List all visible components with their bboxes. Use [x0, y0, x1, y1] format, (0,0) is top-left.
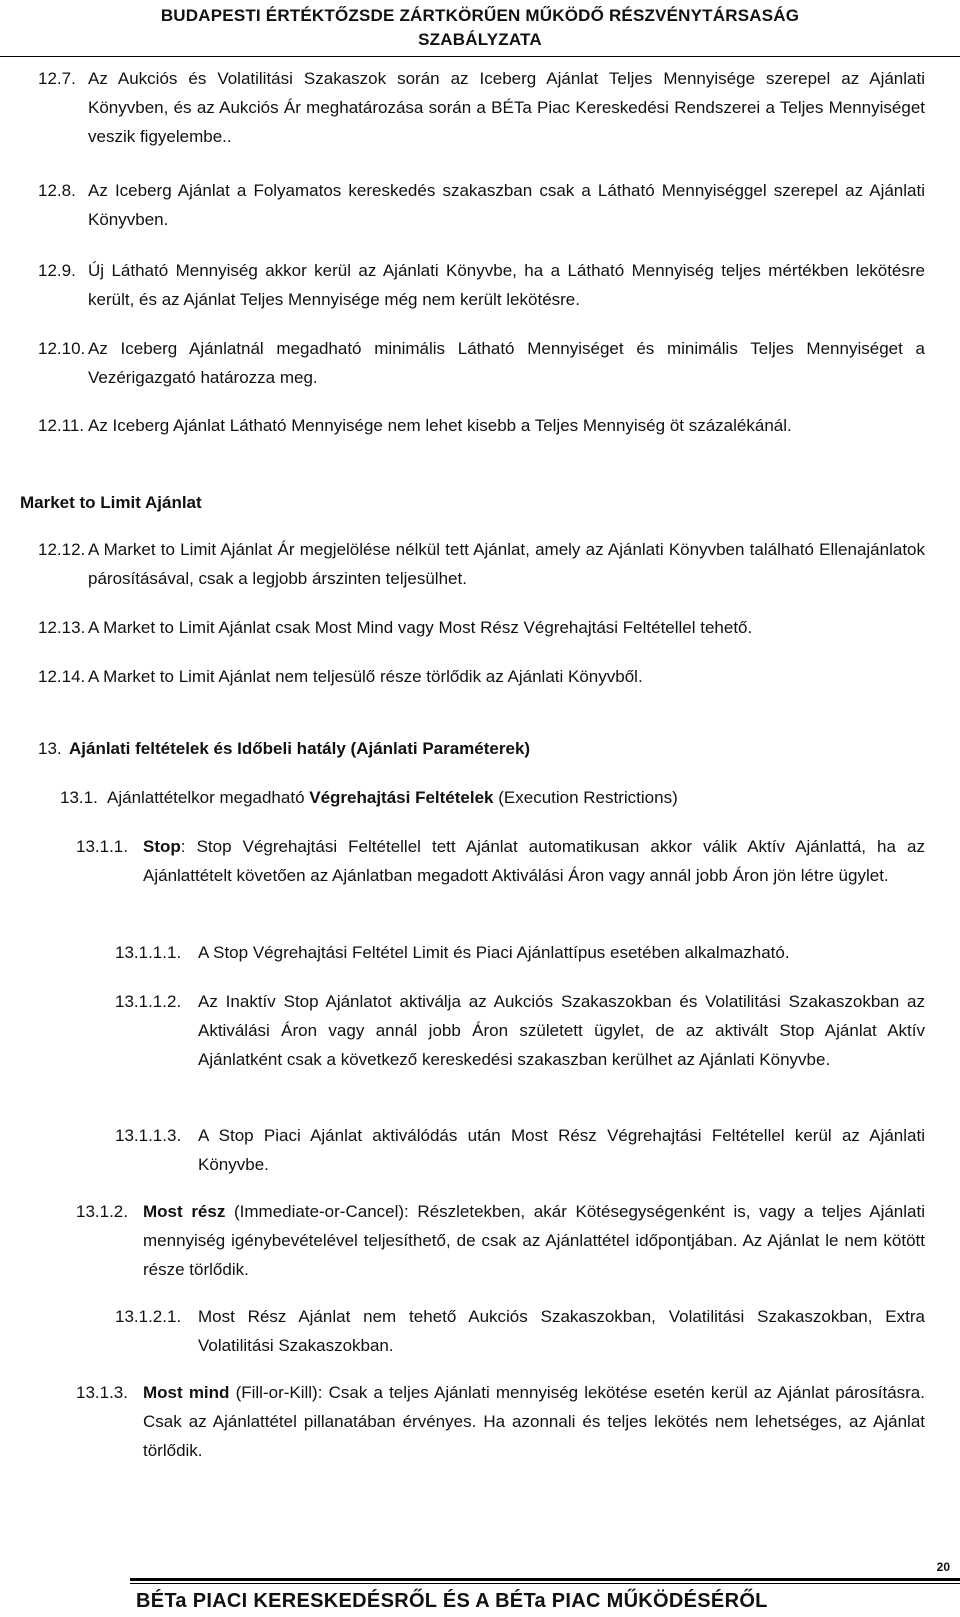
text-post: (Execution Restrictions): [493, 788, 678, 807]
paragraph-number: 12.8.: [38, 181, 76, 200]
paragraph-12-12: [38, 535, 925, 593]
paragraph-number: 13.1.2.1.: [115, 1307, 182, 1326]
paragraph-number: 13.1.1.2.: [115, 992, 182, 1011]
paragraph-number: 13.1.1.3.: [115, 1126, 182, 1145]
paragraph-text: [76, 1378, 925, 1465]
paragraph-number: 13.1.1.: [76, 837, 128, 856]
paragraph-12-10: [38, 334, 925, 392]
footer-text: BÉTa PIACI KERESKEDÉSRŐL ÉS A BÉTa PIAC MŰKÖDÉSÉRŐL: [136, 1590, 768, 1612]
paragraph-number: 12.9.: [38, 261, 76, 280]
text-rest: : Stop Végrehajtási Feltétellel tett Ajánlat automatikusan akkor válik Aktív Ajánlattá, ha az Ajánlattételt követően az Ajánlatban megadott Aktiválási Áron vagy annál jobb Áron jön létre ügylet.: [143, 837, 925, 885]
paragraph-text: Az Iceberg Ajánlat Látható Mennyisége nem lehet kisebb a Teljes Mennyiség öt százalékánál.: [88, 416, 792, 435]
paragraph-text: [38, 64, 925, 151]
paragraph-text: [60, 783, 925, 812]
section-title: Ajánlati feltételek és Időbeli hatály (Ajánlati Paraméterek): [69, 739, 531, 758]
text-bold: Végrehajtási Feltételek: [309, 788, 494, 807]
paragraph-text: A Stop Végrehajtási Feltétel Limit és Piaci Ajánlattípus esetében alkalmazható.: [198, 943, 790, 962]
footer-rule: [130, 1578, 960, 1581]
page-number: 20: [936, 1560, 950, 1574]
paragraph-text: [76, 1197, 925, 1284]
header-rule: [0, 56, 960, 57]
paragraph-text: [76, 832, 925, 890]
paragraph-text: A Market to Limit Ajánlat nem teljesülő része törlődik az Ajánlati Könyvből.: [88, 667, 643, 686]
header-line-2: SZABÁLYZATA: [418, 30, 542, 49]
market-to-limit-heading: Market to Limit Ajánlat: [20, 493, 202, 512]
section-13-heading: [38, 734, 925, 763]
paragraph-text: A Market to Limit Ajánlat csak Most Mind vagy Most Rész Végrehajtási Feltétellel tehető.: [88, 618, 753, 637]
text-rest: (Fill-or-Kill): Csak a teljes Ajánlati mennyiség lekötése esetén kerül az Ajánlat párosításra. Csak az Ajánlattétel pillanatában érvényes. Ha azonnali és teljes lekötés nem lehetséges, az Ajánlat törlődik.: [143, 1383, 925, 1460]
footer-rule-thin: [130, 1583, 960, 1584]
paragraph-12-11: [38, 411, 925, 440]
paragraph-13-1: [60, 783, 925, 812]
paragraph-text: Az Iceberg Ajánlat a Folyamatos kereskedés szakaszban csak a Látható Mennyiséggel szerepel az Ajánlati Könyvben.: [88, 181, 925, 229]
paragraph-text: A Market to Limit Ajánlat Ár megjelölése nélkül tett Ajánlat, amely az Ajánlati Könyvben található Ellenajánlatok párosításával, csak a legjobb árszinten teljesülhet.: [88, 540, 925, 588]
paragraph-text: Az Inaktív Stop Ajánlatot aktiválja az Aukciós Szakaszokban és Volatilitási Szakaszokban az Aktiválási Áron vagy annál jobb Áron született ügylet, de az aktivált Stop Ajánlat Aktív Ajánlatként csak a következő kereskedési szakaszban kerülhet az Ajánlati Könyvbe.: [198, 992, 925, 1069]
paragraph-13-1-1: [76, 832, 925, 890]
paragraph-13-1-1-2: [115, 987, 925, 1074]
header-line-1: BUDAPESTI ÉRTÉKTŐZSDE ZÁRTKÖRŰEN MŰKÖDŐ RÉSZVÉNYTÁRSASÁG: [160, 6, 800, 25]
paragraph-13-1-2: [76, 1197, 925, 1284]
paragraph-number: 13.1.2.: [76, 1202, 128, 1221]
paragraph-number: 13.1.1.1.: [115, 943, 182, 962]
paragraph-text-content: Az Aukciós és Volatilitási Szakaszok során az Iceberg Ajánlat Teljes Mennyisége szerepel az Ajánlati Könyvben, és az Aukciós Ár meghatározása során a BÉTa Piac Kereskedési Rendszerei a Teljes Mennyiséget veszik figyelembe..: [88, 69, 925, 146]
page-header: [0, 4, 960, 52]
paragraph-12-8: [38, 176, 925, 234]
text-rest: (Immediate-or-Cancel): Részletekben, akár Kötésegységenként is, vagy a teljes Ajánlati mennyiség igénybevételével teljesíthető, de csak az Ajánlattétel időpontjában. Az Ajánlat le nem kötött része törlődik.: [143, 1202, 925, 1279]
paragraph-number: 12.11.: [38, 416, 85, 435]
text-bold: Most rész: [143, 1202, 226, 1221]
paragraph-13-1-1-3: [115, 1121, 925, 1179]
paragraph-number: 12.12.: [38, 540, 86, 559]
paragraph-number: 13.1.3.: [76, 1383, 128, 1402]
paragraph-12-9: [38, 256, 925, 314]
paragraph-text: Új Látható Mennyiség akkor kerül az Ajánlati Könyvbe, ha a Látható Mennyiség teljes mértékben lekötésre került, és az Ajánlat Teljes Mennyisége még nem került lekötésre.: [88, 261, 925, 309]
paragraph-12-13: [38, 613, 925, 642]
paragraph-number: 13.1.: [60, 788, 98, 807]
paragraph-text: A Stop Piaci Ajánlat aktiválódás után Most Rész Végrehajtási Feltétellel kerül az Ajánlati Könyvbe.: [198, 1126, 925, 1174]
paragraph-text: Az Iceberg Ajánlatnál megadható minimális Látható Mennyiséget és minimális Teljes Mennyiséget a Vezérigazgató határozza meg.: [88, 339, 925, 387]
paragraph-12-14: [38, 662, 925, 691]
text-bold: Most mind: [143, 1383, 230, 1402]
paragraph-13-1-1-1: [115, 938, 925, 967]
paragraph-number: 12.14.: [38, 667, 86, 686]
paragraph-12-7: [38, 64, 925, 151]
paragraph-13-1-2-1: [115, 1302, 925, 1360]
paragraph-number: 12.7.: [38, 69, 76, 88]
paragraph-number: 12.13.: [38, 618, 86, 637]
section-number: 13.: [38, 739, 62, 758]
paragraph-number: 12.10.: [38, 339, 86, 358]
paragraph-text: Most Rész Ajánlat nem tehető Aukciós Szakaszokban, Volatilitási Szakaszokban, Extra Volatilitási Szakaszokban.: [198, 1307, 925, 1355]
paragraph-13-1-3: [76, 1378, 925, 1465]
text-pre: Ajánlattételkor megadható: [107, 788, 310, 807]
text-bold: Stop: [143, 837, 181, 856]
